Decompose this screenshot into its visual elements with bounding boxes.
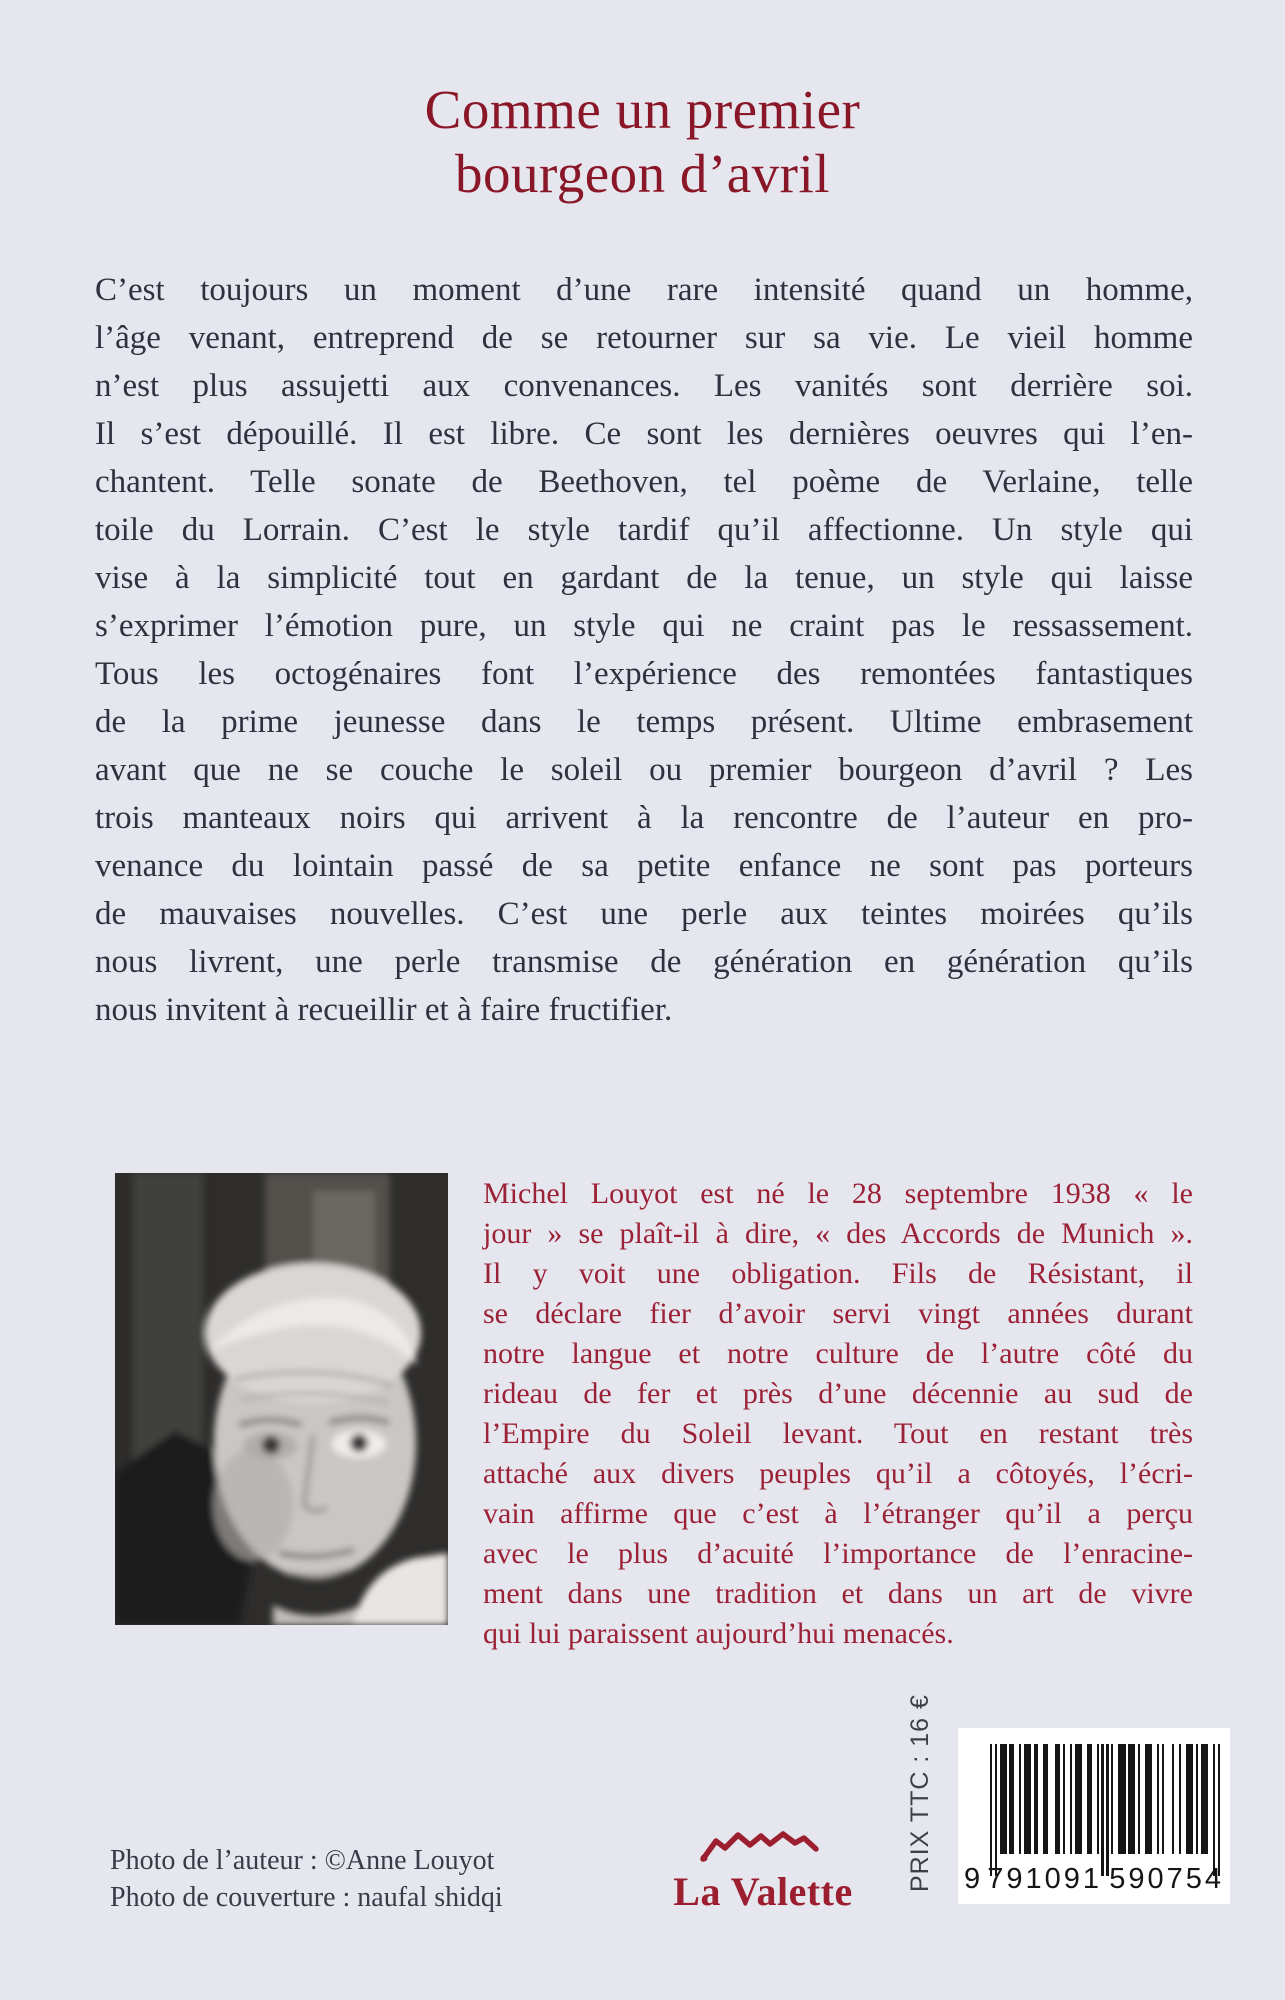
text-line: avec le plus d’acuité l’importance de l’enracine-: [483, 1537, 1193, 1570]
text-line: Il y voit une obligation. Fils de Résistant, il: [483, 1257, 1193, 1290]
credit-author-photo: Photo de l’auteur : ©Anne Louyot: [110, 1845, 495, 1876]
text-line: notre langue et notre culture de l’autre côté du: [483, 1337, 1193, 1370]
barcode-bars: [990, 1744, 1220, 1854]
text-line: toile du Lorrain. C’est le style tardif qu’il affectionne. Un style qui: [95, 512, 1193, 548]
price-label: PRIX TTC : 16 €: [906, 1694, 934, 1892]
text-line: venance du lointain passé de sa petite enfance ne sont pas porteurs: [95, 848, 1193, 884]
text-line: de la prime jeunesse dans le temps présent. Ultime embrasement: [95, 704, 1193, 740]
text-line: se déclare fier d’avoir servi vingt années durant: [483, 1297, 1193, 1330]
text-line: s’exprimer l’émotion pure, un style qui ne craint pas le ressassement.: [95, 608, 1193, 644]
text-line: qui lui paraissent aujourd’hui menacés.: [483, 1617, 954, 1650]
barcode-digit-lead: 9: [964, 1863, 981, 1895]
title-line-1: Comme un premier: [424, 79, 861, 140]
text-line: C’est toujours un moment d’une rare intensité quand un homme,: [95, 272, 1193, 308]
text-line: jour » se plaît-il à dire, « des Accords de Munich ».: [483, 1217, 1193, 1250]
text-line: Michel Louyot est né le 28 septembre 1938 « le: [483, 1177, 1193, 1210]
barcode-digit-group-1: 791091: [987, 1863, 1103, 1895]
text-line: attaché aux divers peuples qu’il a côtoyés, l’écri-: [483, 1457, 1193, 1490]
text-line: l’âge venant, entreprend de se retourner sur sa vie. Le vieil homme: [95, 320, 1193, 356]
text-line: nous invitent à recueillir et à faire fructifier.: [95, 992, 673, 1028]
author-photo: [115, 1173, 448, 1625]
text-line: rideau de fer et près d’une décennie au sud de: [483, 1377, 1193, 1410]
text-line: n’est plus assujetti aux convenances. Les vanités sont derrière soi.: [95, 368, 1193, 404]
text-line: ment dans une tradition et dans un art de vivre: [483, 1577, 1193, 1610]
synopsis-paragraph: [95, 266, 1193, 1034]
text-line: nous livrent, une perle transmise de génération en génération qu’ils: [95, 944, 1193, 980]
text-line: avant que ne se couche le soleil ou premier bourgeon d’avril ? Les: [95, 752, 1193, 788]
author-portrait-illustration: [115, 1173, 448, 1625]
text-line: vain affirme que c’est à l’étranger qu’il a perçu: [483, 1497, 1193, 1530]
text-line: l’Empire du Soleil levant. Tout en restant très: [483, 1417, 1193, 1450]
barcode: [958, 1728, 1230, 1904]
text-line: chantent. Telle sonate de Beethoven, tel poème de Verlaine, telle: [95, 464, 1193, 500]
page-title: [0, 78, 1285, 206]
barcode-digits: [958, 1863, 1230, 1896]
mountain-ridge-icon: [698, 1826, 828, 1868]
author-bio-paragraph: [483, 1174, 1193, 1654]
text-line: de mauvaises nouvelles. C’est une perle aux teintes moirées qu’ils: [95, 896, 1193, 932]
publisher-name: La Valette: [673, 1869, 853, 1914]
text-line: Il s’est dépouillé. Il est libre. Ce sont les dernières oeuvres qui l’en-: [95, 416, 1193, 452]
barcode-digit-group-2: 590754: [1109, 1863, 1224, 1895]
text-line: vise à la simplicité tout en gardant de la tenue, un style qui laisse: [95, 560, 1193, 596]
credit-cover-photo: Photo de couverture : naufal shidqi: [110, 1882, 503, 1913]
text-line: Tous les octogénaires font l’expérience des remontées fantastiques: [95, 656, 1193, 692]
text-line: trois manteaux noirs qui arrivent à la rencontre de l’auteur en pro-: [95, 800, 1193, 836]
publisher-logo: [663, 1826, 863, 1915]
title-line-2: bourgeon d’avril: [454, 143, 831, 204]
photo-credits: [110, 1842, 503, 1916]
